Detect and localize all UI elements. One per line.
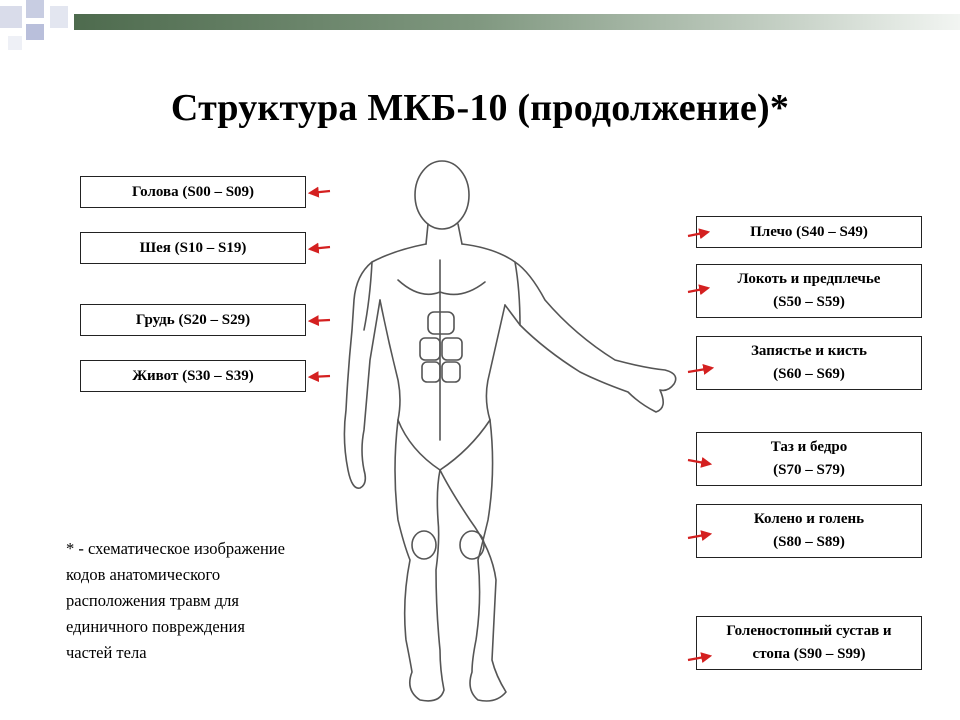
arrow-icon [310,376,330,377]
label-text-line1: Локоть и предплечье [737,271,881,287]
arrow-icon [688,232,708,236]
arrow-icon [310,320,330,321]
arrow-icon [688,534,710,538]
label-text-line1: Колено и голень [753,511,865,527]
label-text-line1: Голеностопный сустав и [726,623,892,639]
arrow-icon [688,368,712,372]
label-text-line2: (S70 – S79) [773,462,845,478]
label-text-line2: стопа (S90 – S99) [752,646,866,662]
arrow-icon [688,656,710,660]
label-text-line1: Запястье и кисть [751,343,867,359]
arrow-icon [310,247,330,249]
footnote: * - схематическое изображение кодов анатомического расположения травм для единичного повреждения частей тела [66,539,285,662]
arrow-icon [310,191,330,193]
label-text-line2: (S50 – S59) [773,294,845,310]
label-text-line2: (S80 – S89) [773,534,845,550]
label-text: Грудь (S20 – S29) [135,311,251,328]
label-text-line1: Таз и бедро [770,439,848,455]
label-text: Плечо (S40 – S49) [750,223,868,240]
arrow-icon [688,460,710,464]
label-text: Живот (S30 – S39) [132,367,254,384]
arrow-icon [688,288,708,292]
label-text: Голова (S00 – S09) [131,183,255,200]
label-text: Шея (S10 – S19) [139,239,247,256]
label-text-line2: (S60 – S69) [773,366,845,382]
slide-title: Структура МКБ-10 (продолжение)* [170,87,790,129]
